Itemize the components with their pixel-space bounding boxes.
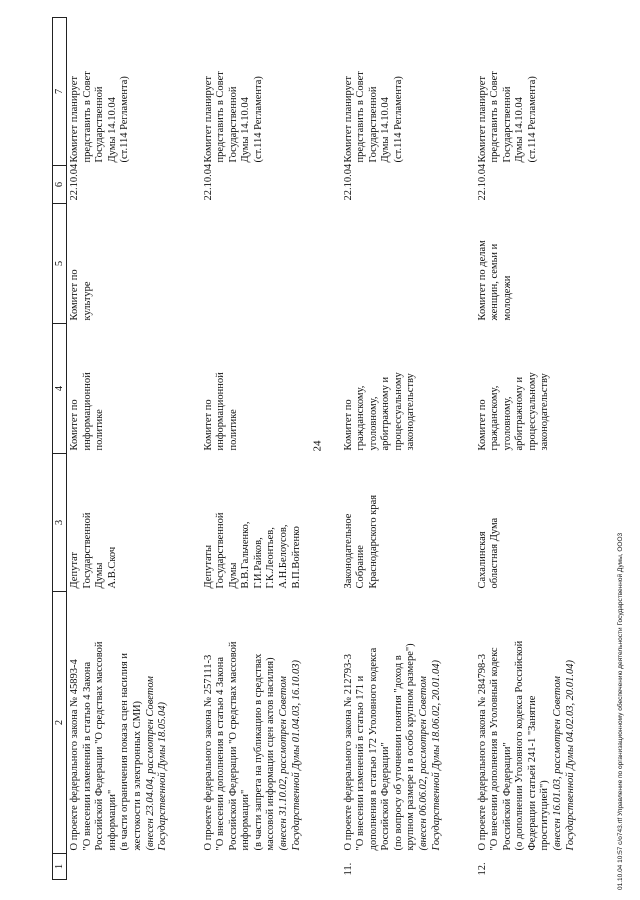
text-line: законодательству <box>405 373 417 451</box>
row-number: 12. <box>476 862 488 876</box>
text-line: (ст.114 Регламента) <box>252 76 264 163</box>
text-line: Российской Федерации" <box>380 742 392 851</box>
author-cell <box>341 454 475 592</box>
text-line: представить в Совет <box>489 71 501 163</box>
column-header-5: 5 <box>53 204 67 324</box>
text-line: Комитет планирует <box>69 76 80 163</box>
text-line: Федерации статьей 241-1 "Занятие <box>526 695 538 851</box>
text-line: Думы 14.10.04 <box>380 97 392 163</box>
text-line: Сахалинская <box>476 531 488 589</box>
decision-cell <box>67 18 201 166</box>
text-line: законодательству <box>539 373 551 451</box>
text-line: Государственной Думы 18.06.02, 20.01.04) <box>430 660 442 851</box>
text-line: (ст.114 Регламента) <box>119 76 131 163</box>
text-line: информации" <box>106 789 118 851</box>
text-line: (внесен 23.04.04, рассмотрен Советом <box>144 676 156 851</box>
text-line: Думы 14.10.04 <box>514 97 526 163</box>
text-line: Российской Федерации" <box>501 742 513 851</box>
text-line: Комитет по <box>342 399 354 451</box>
text-line: жестокости в электронных СМИ) <box>131 700 143 851</box>
table-row <box>67 18 201 880</box>
text-line: Краснодарского края <box>367 494 379 589</box>
deadline-date: 22.10.04 <box>476 163 488 201</box>
text-line: информации" <box>240 789 252 851</box>
text-line: (внесен 06.06.02, рассмотрен Советом <box>418 676 430 851</box>
text-line: Комитет по <box>202 399 214 451</box>
text-line: (ст.114 Регламента) <box>526 76 538 163</box>
text-line: информационной <box>215 372 227 451</box>
text-line: уголовному, <box>501 396 513 451</box>
text-line: крупном размере и в особо крупном размере") <box>405 643 417 851</box>
text-line: женщин, семьи и <box>489 243 501 321</box>
co-committee <box>341 204 475 324</box>
text-line: "О внесении изменений в статью 171 и <box>355 675 367 851</box>
header-row <box>53 18 67 880</box>
text-line: (внесен 16.01.03, рассмотрен Советом <box>552 676 564 851</box>
text-line: А.Н.Белоусов, <box>278 524 290 589</box>
text-line: арбитражному и <box>514 376 526 451</box>
text-line: Комитет по делам <box>476 240 488 321</box>
text-line: представить в Совет <box>215 71 227 163</box>
text-line: Комитет планирует <box>342 76 354 163</box>
text-line: О проекте федерального закона № 45893-4 <box>69 659 80 851</box>
text-line: "О внесении дополнения в Уголовный кодекс <box>489 647 501 851</box>
text-line: Депутаты <box>202 544 214 589</box>
text-line: Государственной <box>227 86 239 163</box>
column-header-4: 4 <box>53 324 67 454</box>
text-line: проституцией") <box>539 780 551 851</box>
deadline-date: 22.10.04 <box>342 163 354 201</box>
text-line: "О внесении изменений в статью 4 Закона <box>81 661 93 851</box>
text-line: (ст.114 Регламента) <box>392 76 404 163</box>
text-line: Собрание <box>355 545 367 589</box>
law-description <box>475 592 605 854</box>
co-committee <box>475 204 605 324</box>
text-line: молодежи <box>501 275 513 321</box>
text-line: О проекте федерального закона № 257111-3 <box>202 654 214 851</box>
text-line: Думы 14.10.04 <box>240 97 252 163</box>
text-line: Депутат <box>69 551 80 589</box>
law-description <box>341 592 475 854</box>
text-line: Комитет по <box>69 269 80 321</box>
text-line: Государственной <box>215 512 227 589</box>
text-line: Российской Федерации "О средствах массовой <box>227 641 239 851</box>
text-line: Комитет планирует <box>202 76 214 163</box>
responsible-committee <box>201 324 341 454</box>
text-line: Государственной <box>81 512 93 589</box>
text-line: (внесен 31.10.02, рассмотрен Советом <box>278 676 290 851</box>
column-header-7: 7 <box>53 18 67 166</box>
text-line: Комитет по <box>476 399 488 451</box>
text-line: Государственной <box>501 86 513 163</box>
text-line: В.П.Войтенко <box>290 526 302 589</box>
text-line: информационной <box>81 372 93 451</box>
text-line: политике <box>94 409 106 451</box>
author-cell <box>67 454 201 592</box>
table-row <box>475 18 605 880</box>
text-line: В.В.Гальченко, <box>240 521 252 589</box>
table-row <box>201 18 341 880</box>
text-line: Государственной Думы 04.02.03, 20.01.04) <box>564 660 576 851</box>
text-line: Г.И.Райков, <box>252 537 264 589</box>
text-line: арбитражному и <box>380 376 392 451</box>
text-line: (в части ограничения показа сцен насилия и <box>119 653 131 851</box>
column-header-6: 6 <box>53 166 67 204</box>
decision-cell <box>201 18 341 166</box>
footer-text: 01.10.04 10:57 с/о743.rtf Управление по организационному обеспечению деятельности Государственной Думы, ООО3 <box>617 532 624 890</box>
column-header-2: 2 <box>53 592 67 854</box>
text-line: А.В.Скоч <box>106 546 118 589</box>
text-line: представить в Совет <box>355 71 367 163</box>
text-line: гражданскому, <box>355 385 367 451</box>
text-line: Думы 14.10.04 <box>106 97 118 163</box>
text-line: гражданскому, <box>489 385 501 451</box>
deadline-date: 22.10.04 <box>202 163 214 201</box>
text-line: (в части запрета на публикацию в средствах <box>252 653 264 851</box>
text-line: Комитет по <box>69 399 80 451</box>
table-body <box>67 18 605 880</box>
text-line: представить в Совет <box>81 71 93 163</box>
text-line: процессуальному <box>392 372 404 451</box>
law-description <box>201 592 341 854</box>
text-line: Г.К.Леонтьев, <box>265 527 277 589</box>
text-line: культуре <box>81 281 93 321</box>
text-line: уголовному, <box>367 396 379 451</box>
decision-cell <box>341 18 475 166</box>
text-line: Комитет планирует <box>476 76 488 163</box>
text-line: О проекте федерального закона № 284798-3 <box>476 653 488 851</box>
text-line: политике <box>227 409 239 451</box>
author-cell <box>475 454 605 592</box>
responsible-committee <box>67 324 201 454</box>
text-line: О проекте федерального закона № 212793-3 <box>342 653 354 851</box>
text-line: областная Дума <box>489 517 501 589</box>
rotated-table-area <box>52 0 618 880</box>
text-line: Государственной <box>94 86 106 163</box>
text-line: Думы <box>94 562 106 589</box>
co-committee <box>201 204 341 324</box>
text-line: Законодательное <box>342 513 354 589</box>
text-line: Российской Федерации "О средствах массовой <box>94 641 106 851</box>
text-line: Думы <box>227 562 239 589</box>
co-committee <box>67 204 201 324</box>
text-line: массовой информации сцен актов насилия) <box>265 657 277 851</box>
table-row <box>341 18 475 880</box>
row-number <box>201 854 341 880</box>
text-line: (о дополнении Уголовного кодекса Российской <box>514 640 526 851</box>
text-line: Государственной Думы 01.04.03, 16.10.03) <box>290 660 302 851</box>
row-number: 11. <box>342 862 354 876</box>
column-header-3: 3 <box>53 454 67 592</box>
decision-cell <box>475 18 605 166</box>
page-number: 24 <box>311 440 324 452</box>
text-line: Государственной <box>367 86 379 163</box>
text-line: "О внесении дополнения в статью 4 Закона <box>215 656 227 851</box>
row-number <box>67 854 201 880</box>
text-line: процессуальному <box>526 372 538 451</box>
responsible-committee <box>341 324 475 454</box>
text-line: Государственной Думы 18.05.04) <box>157 702 169 851</box>
responsible-committee <box>475 324 605 454</box>
agenda-table <box>52 17 605 880</box>
author-cell <box>201 454 341 592</box>
deadline-date: 22.10.04 <box>69 163 80 201</box>
text-line: (по вопросу об уточнении понятия "доход в <box>392 655 404 851</box>
text-line: дополнения в статью 172 Уголовного кодекса <box>367 647 379 851</box>
column-header-1: 1 <box>53 854 67 880</box>
law-description <box>67 592 201 854</box>
